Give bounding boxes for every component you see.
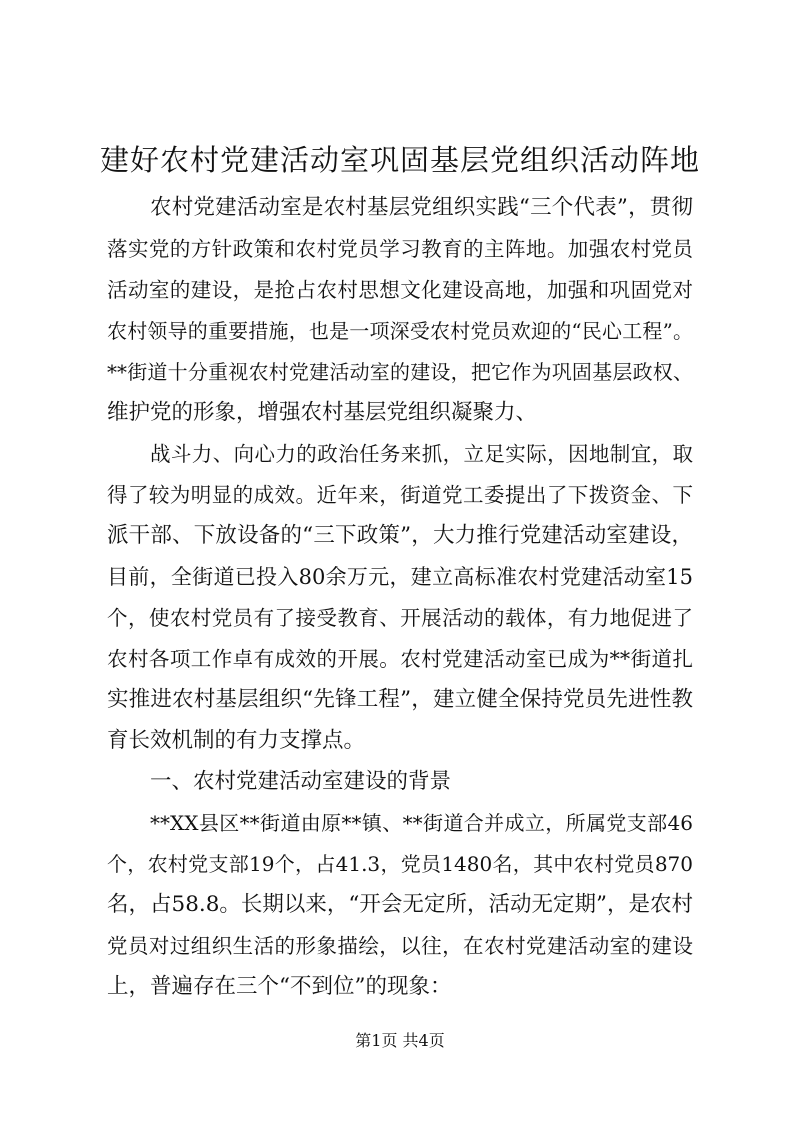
paragraph-4-line-1: **XX县区**街道由原**镇、**街道合并成立，所属党支部46 [150, 811, 693, 835]
paragraph-2-line-8: 育长效机制的有力支撑点。 [107, 728, 366, 753]
paragraph-1-line-2: 落实党的方针政策和农村党员学习教育的主阵地。加强农村党员 [107, 237, 693, 261]
paragraph-2-line-6: 农村各项工作卓有成效的开展。农村党建活动室已成为**街道扎 [107, 647, 693, 671]
paragraph-2-line-5: 个，使农村党员有了接受教育、开展活动的载体，有力地促进了 [107, 606, 693, 630]
paragraph-2-line-3: 派干部、下放设备的“三下政策”，大力推行党建活动室建设， [107, 523, 693, 548]
paragraph-1-line-1: 农村党建活动室是农村基层党组织实践“三个代表”，贯彻 [150, 195, 693, 220]
paragraph-4-line-4: 党员对过组织生活的形象描绘，以往，在农村党建活动室的建设 [107, 934, 693, 958]
paragraph-4-line-2: 个，农村党支部19个，占41.3，党员1480名，其中农村党员870 [107, 852, 693, 876]
paragraph-2-line-4: 目前，全街道已投入80余万元，建立高标准农村党建活动室15 [107, 565, 693, 589]
paragraph-1-line-3: 活动室的建设，是抢占农村思想文化建设高地，加强和巩固党对 [107, 278, 693, 302]
paragraph-2-line-7: 实推进农村基层组织“先锋工程”，建立健全保持党员先进性教 [107, 687, 693, 712]
page-footer: 第1页 共4页 [355, 1031, 445, 1050]
paragraph-2-line-2: 得了较为明显的成效。近年来，街道党工委提出了下拨资金、下 [107, 483, 693, 507]
paragraph-4-line-3: 名，占58.8。长期以来，“开会无定所，活动无定期”，是农村 [107, 892, 693, 917]
paragraph-1-line-5: **街道十分重视农村党建活动室的建设，把它作为巩固基层政权、 [107, 360, 693, 384]
paragraph-1-line-6: 维护党的形象，增强农村基层党组织凝聚力、 [107, 400, 538, 425]
paragraph-1-line-4: 农村领导的重要措施，也是一项深受农村党员欢迎的“民心工程”。 [107, 319, 693, 343]
paragraph-2-line-1: 战斗力、向心力的政治任务来抓，立足实际，因地制宜，取 [150, 442, 693, 466]
section-heading: 一、农村党建活动室建设的背景 [150, 769, 452, 794]
paragraph-4-line-5: 上，普遍存在三个“不到位”的现象： [107, 974, 452, 999]
document-title: 建好农村党建活动室巩固基层党组织活动阵地 [100, 143, 701, 177]
